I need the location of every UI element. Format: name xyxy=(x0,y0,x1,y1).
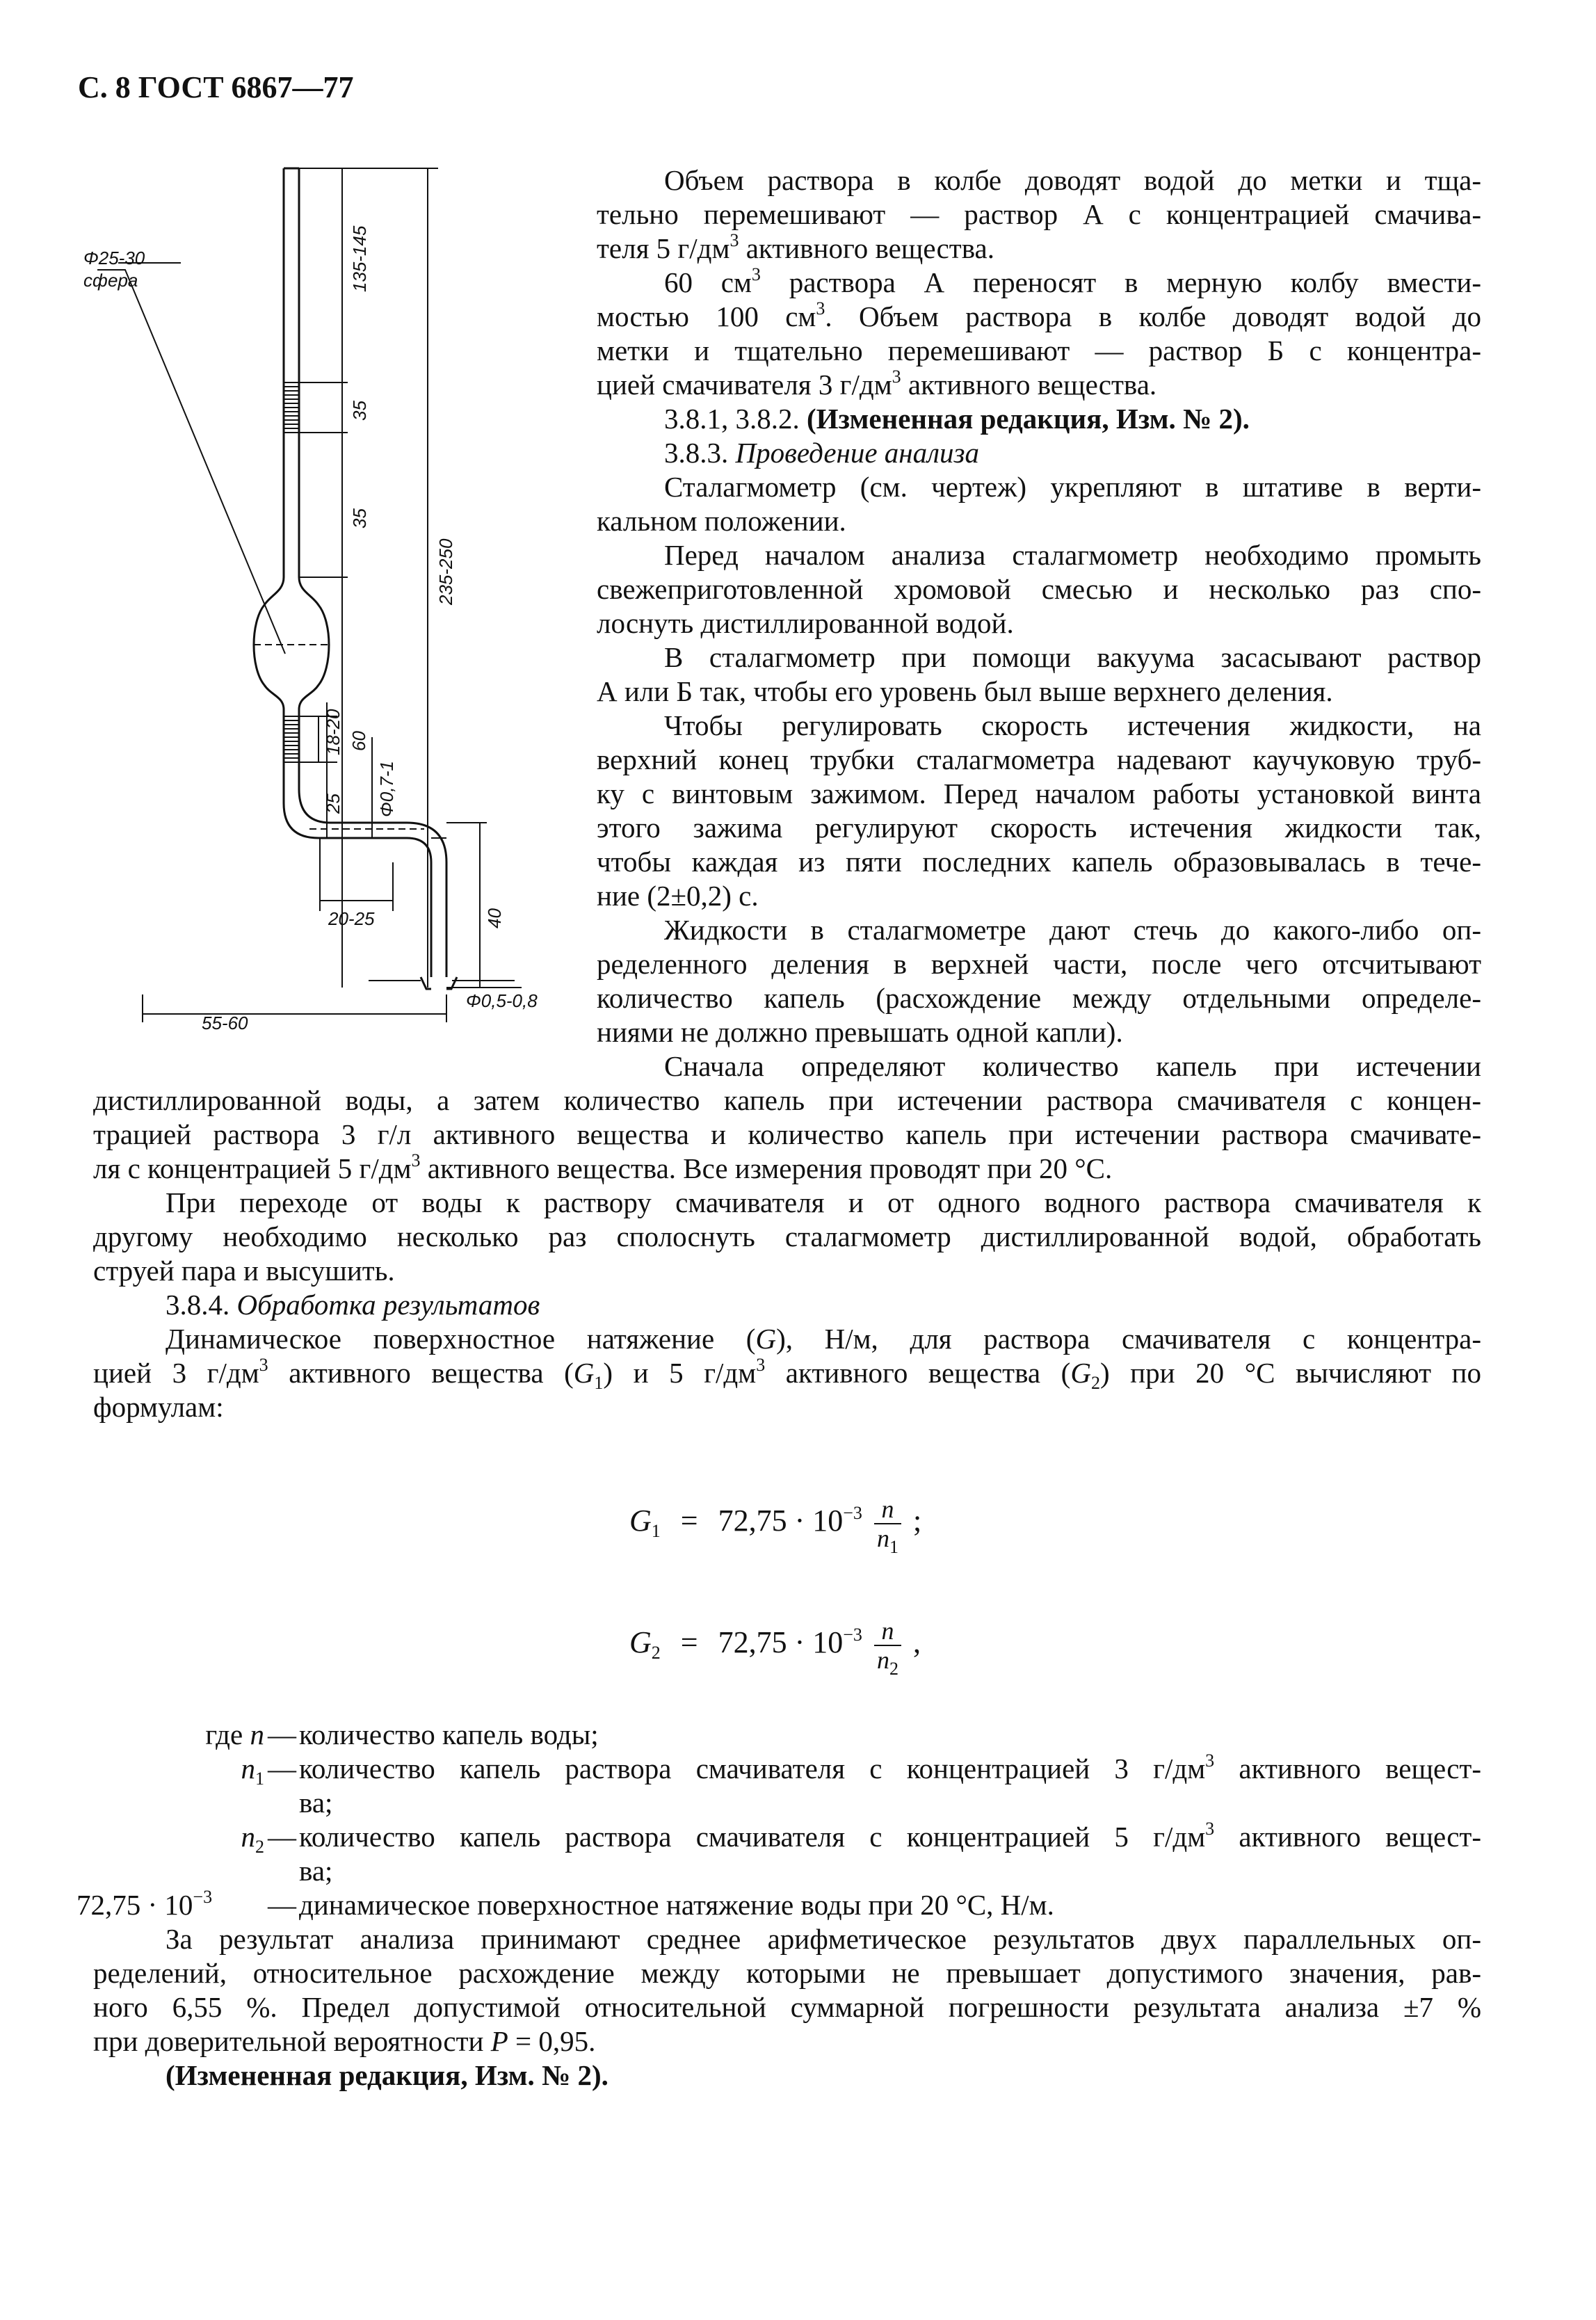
body-text-line: ного 6,55 %. Предел допустимой относительной суммарной погрешности результата анализа ±7 % xyxy=(93,1991,1481,2023)
right-text-line: мостью 100 $см^3$. Объем раствора в колбе доводят водой до xyxy=(597,298,1482,332)
right-text-line: цией смачивателя 3 $г/дм^3$ активного вещества. xyxy=(597,366,1157,401)
right-text-line: кальном положении. xyxy=(597,505,846,537)
definition-row: $n_2$ — количество капель раствора смачивателя с концентрацией 5 $г/дм^3$ активного вещест- ва; xyxy=(241,1819,1482,1887)
label-sphere: сфера xyxy=(83,270,138,291)
body-text-line: другому необходимо несколько раз сполоснуть сталагмометр дистиллированной водой, обработать xyxy=(93,1221,1481,1252)
label-2025: 20-25 xyxy=(328,908,375,929)
body-text-line: струей пара и высушить. xyxy=(93,1255,395,1287)
label-5560: 55-60 xyxy=(202,1013,248,1033)
body-text-line: ределений, относительное расхождение между которыми не превышает допустимого значения, рав- xyxy=(93,1957,1481,1989)
label-35a: 35 xyxy=(349,401,370,421)
right-text-line: тельно перемешивают — раствор А с концентрацией смачива- xyxy=(597,198,1481,230)
right-text-line: Сталагмометр (см. чертеж) укрепляют в штативе в верти- xyxy=(664,471,1481,503)
label-d-sphere: Φ25-30 xyxy=(83,248,145,268)
formula-g2: $G_2 = 72,75 \cdot 10^{-3}$ $\frac{n}{n_2}$ , xyxy=(629,1617,921,1679)
definition-row: $n_1$ — количество капель раствора смачивателя с концентрацией 3 $г/дм^3$ активного вещест- ва; xyxy=(241,1750,1482,1819)
definition-row: $72,75 \cdot 10^{-3}$ — динамическое поверхностное натяжение воды при 20 °С, Н/м. xyxy=(76,1887,1054,1921)
right-text-line: ределенного деления в верхней части, после чего отсчитывают xyxy=(597,948,1481,980)
label-d05: Φ0,5-0,8 xyxy=(466,990,538,1011)
body-text-line: цией 3 $г/дм^3$ активного вещества $(G_1)$ и 5 $г/дм^3$ активного вещества $(G_2)$ при 20 °С вычисляют по xyxy=(93,1355,1481,1393)
right-text-line: ние (2±0,2) с. xyxy=(597,880,759,912)
label-35b: 35 xyxy=(349,508,370,529)
body-text-line: Сначала определяют количество капель при истечении xyxy=(664,1050,1481,1082)
label-235: 235-250 xyxy=(435,538,456,605)
body-text-line: 3.8.4. Обработка результатов xyxy=(166,1289,540,1321)
right-text-line: верхний конец трубки сталагмометра надевают каучуковую труб- xyxy=(597,743,1481,775)
body-text-line: ля с концентрацией 5 $г/дм^3$ активного вещества. Все измерения проводят при 20 °С. xyxy=(93,1150,1113,1184)
right-text-line: ниями не должно превышать одной капли). xyxy=(597,1016,1123,1048)
right-text-line: 3.8.3. Проведение анализа xyxy=(664,437,980,469)
stalagmometer-drawing xyxy=(83,160,577,1043)
label-d07: Φ0,7-1 xyxy=(376,760,397,817)
label-18: 18-20 xyxy=(323,709,344,755)
right-text-line: свежеприготовленной хромовой смесью и несколько раз спо- xyxy=(597,573,1481,605)
right-text-line: Жидкости в сталагмометре дают стечь до какого-либо оп- xyxy=(664,914,1481,946)
right-text-line: Объем раствора в колбе доводят водой до метки и тща- xyxy=(664,164,1481,196)
right-text-line: лоснуть дистиллированной водой. xyxy=(597,607,1014,639)
right-text-line: Чтобы регулировать скорость истечения жидкости, на xyxy=(664,709,1481,741)
amendment-note: (Измененная редакция, Изм. № 2). xyxy=(166,2059,608,2091)
body-text-line: при доверительной вероятности P = 0,95. xyxy=(93,2025,596,2057)
body-text-line: дистиллированной воды, а затем количество капель при истечении раствора смачивателя с концен- xyxy=(93,1084,1481,1116)
label-25: 25 xyxy=(323,794,344,814)
right-text-line: количество капель (расхождение между отдельными определе- xyxy=(597,982,1481,1014)
right-text-line: теля 5 $г/дм^3$ активного вещества. xyxy=(597,230,994,264)
right-text-line: 3.8.1, 3.8.2. (Измененная редакция, Изм. № 2). xyxy=(664,403,1250,435)
body-text-line: трацией раствора 3 г/л активного вещества и количество капель при истечении раствора смачивате- xyxy=(93,1118,1481,1150)
label-135: 135-145 xyxy=(349,225,370,292)
body-text-line: Динамическое поверхностное натяжение (G), Н/м, для раствора смачивателя с концентра- xyxy=(166,1323,1481,1355)
body-text-line: При переходе от воды к раствору смачивателя и от одного водного раствора смачивателя к xyxy=(166,1186,1481,1218)
body-text-line: формулам: xyxy=(93,1391,224,1423)
body-text-line: За результат анализа принимают среднее арифметическое результатов двух параллельных оп- xyxy=(166,1923,1481,1955)
right-text-line: ку с винтовым зажимом. Перед началом работы установкой винта xyxy=(597,778,1481,809)
right-text-line: А или Б так, чтобы его уровень был выше верхнего деления. xyxy=(597,675,1333,707)
right-text-line: этого зажима регулируют скорость истечения жидкости так, xyxy=(597,812,1481,844)
label-40: 40 xyxy=(484,908,505,928)
page-header: С. 8 ГОСТ 6867—77 xyxy=(78,70,354,104)
definition-row: где n — количество капель воды; xyxy=(205,1718,599,1750)
right-text-line: Перед началом анализа сталагмометр необходимо промыть xyxy=(664,539,1481,571)
right-text-line: 60 $см^3$ раствора А переносят в мерную колбу вмести- xyxy=(664,264,1481,298)
right-text-line: метки и тщательно перемешивают — раствор Б с концентра- xyxy=(597,335,1481,366)
label-60: 60 xyxy=(348,731,369,751)
right-text-line: чтобы каждая из пяти последних капель образовывалась в тече- xyxy=(597,846,1481,878)
formula-g1: $G_1 = 72,75 \cdot 10^{-3}$ $\frac{n}{n_1}$ ; xyxy=(629,1495,922,1557)
right-text-line: В сталагмометр при помощи вакуума засасывают раствор xyxy=(664,641,1481,673)
